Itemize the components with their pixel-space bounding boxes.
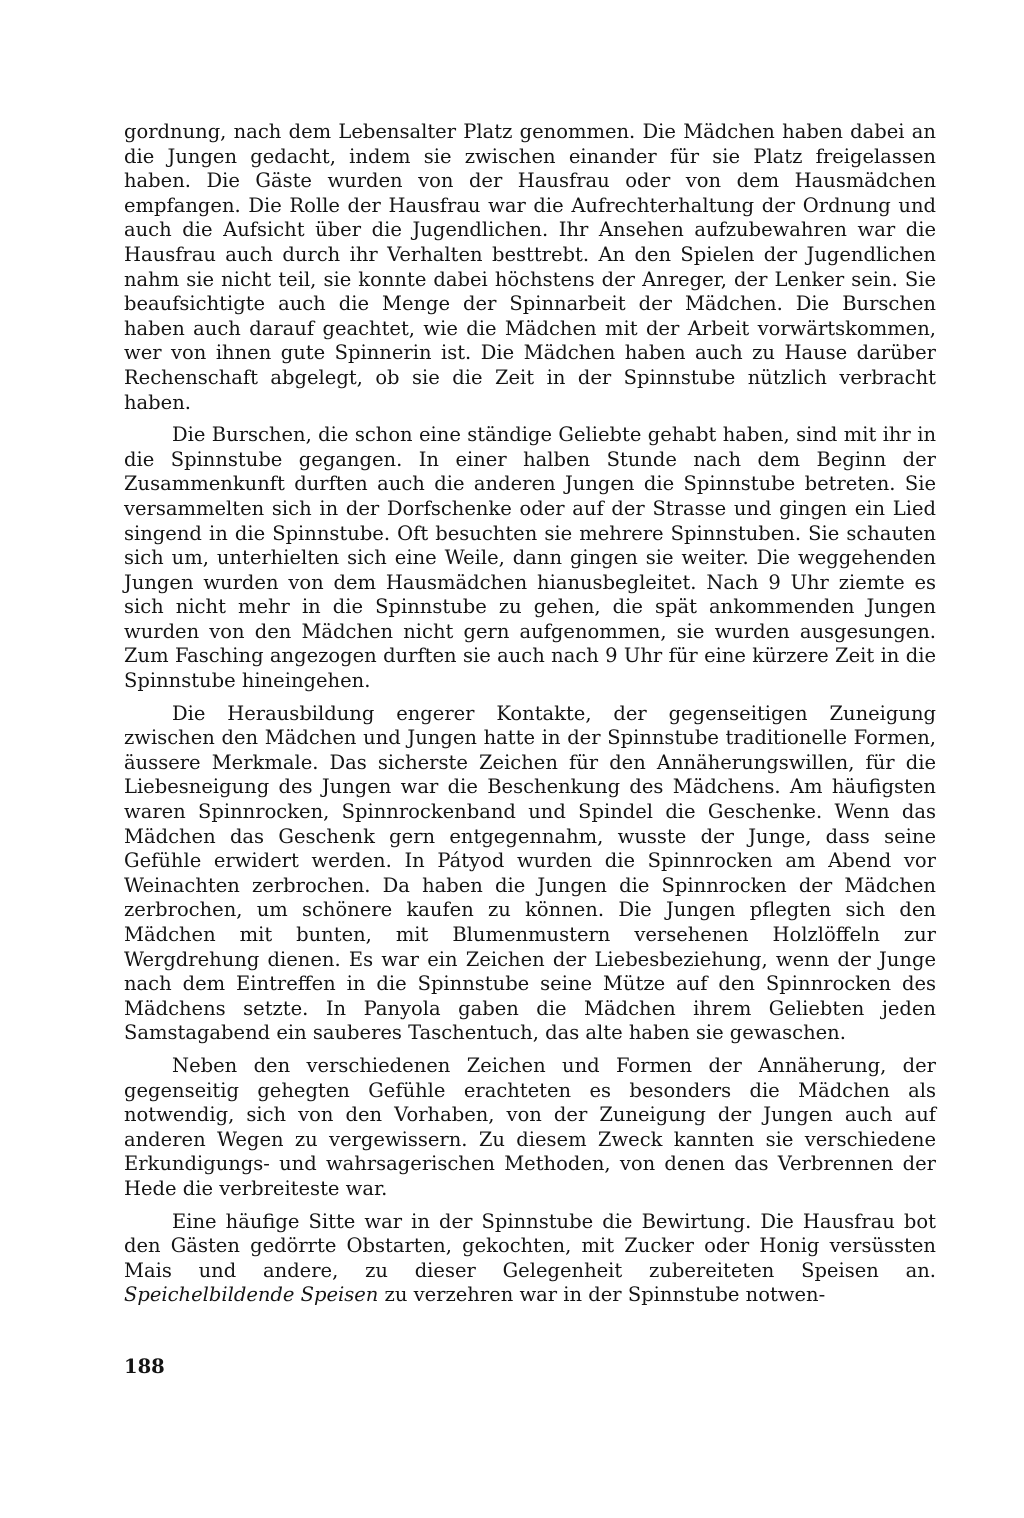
italic-term: Speichelbildende Speisen xyxy=(124,1283,379,1307)
paragraph-1: gordnung, nach dem Lebensalter Platz genommen. Die Mädchen haben dabei an die Jungen gedacht, indem sie zwischen einander für sie Platz freigelassen haben. Die Gäste wurden von der Hausfrau oder von dem Hausmädchen empfangen. Die Rolle der Hausfrau war die Aufrechterhaltung der Ordnung und auch die Aufsicht über die Jugendlichen. Ihr Ansehen aufzubewahren war die Hausfrau auch durch ihr Verhalten besttrebt. An den Spielen der Jugendlichen nahm sie nicht teil, sie konnte dabei höchstens der Anreger, der Lenker sein. Sie beaufsichtigte auch die Menge der Spinnarbeit der Mädchen. Die Burschen haben auch darauf geachtet, wie die Mädchen mit der Arbeit vorwärtskommen, wer von ihnen gute Spinnerin ist. Die Mädchen haben auch zu Hause darüber Rechenschaft abgelegt, ob sie die Zeit in der Spinnstube nützlich verbracht haben. xyxy=(124,120,936,414)
paragraph-5-start: Eine häufige Sitte war in der Spinnstube die Bewirtung. Die Hausfrau bot den Gästen gedörrte Obstarten, gekochten, mit Zucker oder Honig versüssten Mais und andere, zu dieser Gelegenheit zubereiteten Speisen an. xyxy=(124,1209,936,1282)
paragraph-4: Neben den verschiedenen Zeichen und Formen der Annäherung, der gegenseitig gehegten Gefühle erachteten es besonders die Mädchen als notwendig, sich von den Vorhaben, von der Zuneigung der Jungen auch auf anderen Wegen zu vergewissern. Zu diesem Zweck kannten sie verschiedene Erkundigungs- und wahrsagerischen Methoden, von denen das Verbrennen der Hede die verbreiteste war. xyxy=(124,1053,936,1200)
paragraph-3: Die Herausbildung engerer Kontakte, der gegenseitigen Zuneigung zwischen den Mädchen und Jungen hatte in der Spinnstube traditionelle Formen, äussere Merkmale. Das sicherste Zeichen für den Annäherungswillen, für die Liebesneigung des Jungen war die Beschenkung des Mädchens. Am häufigsten waren Spinnrocken, Spinnrockenband und Spindel die Geschenke. Wenn das Mädchen das Geschenk gern entgegennahm, wusste der Junge, dass seine Gefühle erwidert werden. In Pátyod wurden die Spinnrocken am Abend vor Weinachten zerbrochen. Da haben die Jungen die Spinnrocken der Mädchen zerbrochen, um schönere kaufen zu können. Die Jungen pflegten sich den Mädchen mit bunten, mit Blumenmustern versehenen Holzlöffeln zur Wergdrehung dienen. Es war ein Zeichen der Liebesbeziehung, wenn der Junge nach dem Eintreffen in die Spinnstube seine Mütze auf den Spinnrocken des Mädchens setzte. In Panyola gaben die Mädchen ihrem Geliebten jeden Samstagabend ein sauberes Taschentuch, das alte haben sie gewaschen. xyxy=(124,701,936,1045)
paragraph-5 xyxy=(124,1210,936,1308)
page-body xyxy=(124,120,936,1308)
paragraph-2: Die Burschen, die schon eine ständige Geliebte gehabt haben, sind mit ihr in die Spinnstube gegangen. In einer halben Stunde nach dem Beginn der Zusammenkunft durften auch die anderen Jungen die Spinnstube betreten. Sie versammelten sich in der Dorfschenke oder auf der Strasse und gingen ein Lied singend in die Spinnstube. Oft besuchten sie mehrere Spinnstuben. Sie schauten sich um, unterhielten sich eine Weile, dann gingen sie weiter. Die weggehenden Jungen wurden von dem Hausmädchen hianusbegleitet. Nach 9 Uhr ziemte es sich nicht mehr in die Spinnstube zu gehen, die spät ankommenden Jungen wurden von den Mädchen nicht gern aufgenommen, sie wurden ausgesungen. Zum Fasching angezogen durften sie auch nach 9 Uhr für eine kürzere Zeit in die Spinnstube hineingehen. xyxy=(124,423,936,693)
page-number: 188 xyxy=(124,1355,165,1378)
paragraph-5-end: zu verzehren war in der Spinnstube notwen- xyxy=(378,1283,826,1307)
